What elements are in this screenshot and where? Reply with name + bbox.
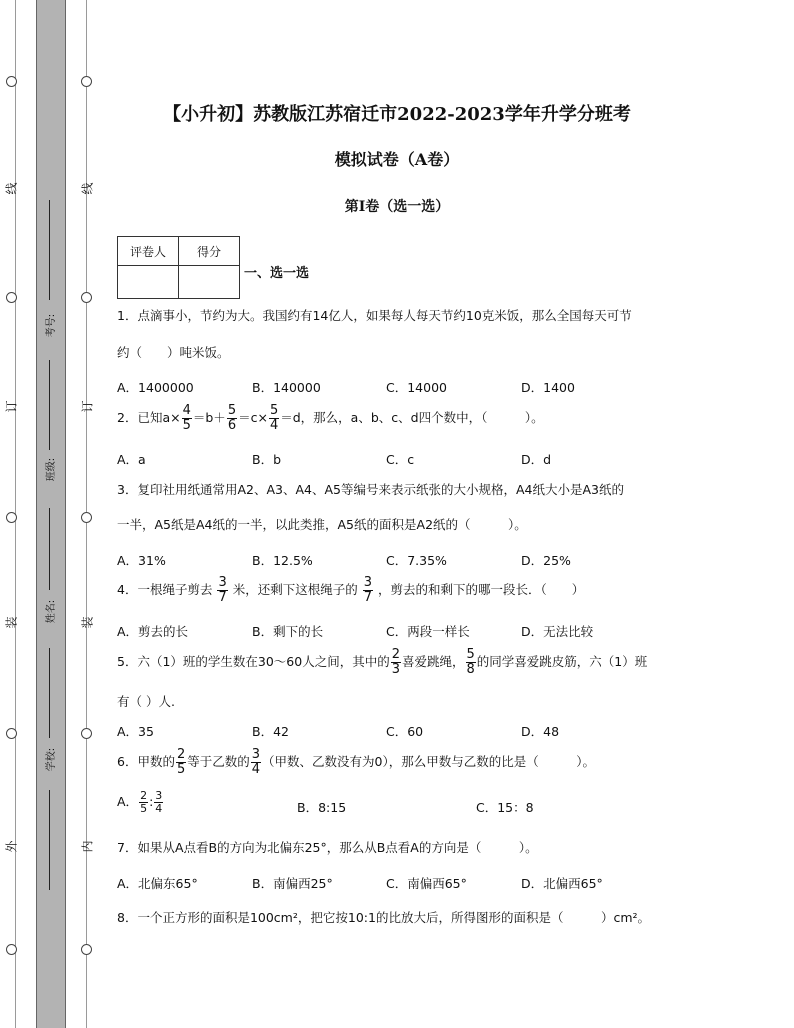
q6-opta-f1-num: 2: [140, 789, 148, 802]
binding-hole: [81, 512, 92, 523]
q2-f2-num: 5: [227, 403, 237, 418]
q4-mid: 米，还剩下这根绳子的: [232, 582, 358, 597]
q4-f1-den: 7: [218, 590, 227, 605]
q1-line1: 1．点滴事小，节约为大。我国约有14亿人，如果每人每天节约10克米饭，那么全国每天可节: [117, 308, 632, 323]
q1-option-b[interactable]: B．140000: [252, 380, 321, 395]
q6-f1-den: 5: [176, 762, 186, 777]
q2-mid2: ＝c×: [238, 410, 268, 425]
q2-option-b[interactable]: B．b: [252, 452, 282, 467]
binding-hole: [6, 512, 17, 523]
q7-option-b[interactable]: B．南偏西25°: [252, 876, 333, 891]
q2-option-d[interactable]: D．d: [521, 452, 552, 467]
q6-opta-f2-den: 4: [155, 802, 163, 815]
q6-mid: 等于乙数的: [187, 754, 250, 769]
q2-stem: [117, 404, 544, 433]
q5-fraction-1: [391, 648, 401, 677]
q2-mid1: ＝b＋: [192, 410, 226, 425]
q2-option-a[interactable]: A．a: [117, 452, 146, 467]
score-table-score-header: 得分: [179, 237, 240, 266]
outer-char-wai: 外: [4, 840, 19, 853]
q6-option-c[interactable]: C．15：8: [476, 800, 534, 815]
q3-option-d[interactable]: D．25%: [521, 553, 571, 568]
section-title: 一、选一选: [244, 266, 310, 281]
page-subtitle: 模拟试卷（A卷）: [334, 150, 460, 169]
q2-option-c[interactable]: C．c: [386, 452, 415, 467]
outer-char-ding: 订: [4, 400, 19, 413]
q3-option-c[interactable]: C．7.35%: [386, 553, 447, 568]
inner-char-nei: 内: [80, 840, 95, 853]
outer-char-zhuang: 装: [4, 616, 19, 629]
inner-char-ding: 订: [80, 400, 95, 413]
q6-option-a-fraction-1: [139, 790, 148, 815]
q2-prefix: 2．已知a×: [117, 410, 181, 425]
q6-option-a-fraction-2: [154, 790, 163, 815]
q5-f2-num: 5: [466, 647, 475, 662]
q4-option-a[interactable]: A．剪去的长: [117, 624, 189, 639]
q8-line1: 8．一个正方形的面积是100cm²，把它按10:1的比放大后，所得图形的面积是（ ）cm²。: [117, 910, 651, 925]
q5-option-c[interactable]: C．60: [386, 724, 424, 739]
q4-f2-num: 3: [363, 575, 372, 590]
q6-option-b[interactable]: B．8:15: [297, 800, 347, 815]
binding-hole: [81, 728, 92, 739]
q6-option-a-colon: :: [149, 794, 154, 809]
field-label-name: 姓名:: [46, 599, 58, 624]
score-table-grader-header: 评卷人: [118, 237, 179, 266]
q6-option-a[interactable]: [117, 790, 164, 815]
q1-option-c[interactable]: C．14000: [386, 380, 447, 395]
q2-fraction-1: [182, 404, 192, 433]
q3-option-b[interactable]: B．12.5%: [252, 553, 313, 568]
questions: [117, 0, 687, 1028]
q6-option-a-prefix: A．: [117, 794, 139, 809]
field-line-class[interactable]: [49, 360, 50, 450]
q5-line2: 有（ ）人.: [117, 694, 175, 709]
inner-char-zhuang: 装: [80, 616, 95, 629]
q7-option-d[interactable]: D．北偏西65°: [521, 876, 603, 891]
q5-f1-den: 3: [391, 662, 400, 677]
field-label-class: 班级:: [46, 457, 58, 482]
q4-f1-num: 3: [218, 575, 227, 590]
q4-fraction-1: [217, 576, 227, 605]
q6-prefix: 6．甲数的: [117, 754, 175, 769]
outer-char-xian: 线: [4, 182, 19, 195]
inner-char-xian: 线: [80, 182, 95, 195]
q6-f1-num: 2: [176, 747, 186, 762]
binding-hole: [81, 944, 92, 955]
binding-hole: [81, 292, 92, 303]
q6-opta-f2-num: 3: [155, 789, 163, 802]
q2-suffix: ＝d，那么，a、b、c、d四个数中，（ ）。: [280, 410, 544, 425]
volume-title: 第Ⅰ卷（选一选）: [344, 199, 450, 215]
binding-hole: [6, 728, 17, 739]
q4-option-c[interactable]: C．两段一样长: [386, 624, 470, 639]
q4-prefix: 4．一根绳子剪去: [117, 582, 213, 597]
q3-line2: 一半，A5纸是A4纸的一半，以此类推，A5纸的面积是A2纸的（ ）。: [117, 517, 527, 532]
binding-hole: [6, 292, 17, 303]
q6-fraction-2: [251, 748, 261, 777]
q7-line1: 7．如果从A点看B的方向为北偏东25°，那么从B点看A的方向是（ ）。: [117, 840, 538, 855]
q1-line2: 约（ ）吨米饭。: [117, 345, 230, 360]
q4-suffix: ，剪去的和剩下的哪一段长．（ ）: [377, 582, 585, 597]
q2-f1-den: 5: [182, 418, 191, 433]
q4-stem: [117, 576, 584, 605]
binding-hole: [6, 944, 17, 955]
field-label-school: 学校:: [46, 747, 58, 772]
q3-line1: 3．复印社用纸通常用A2、A3、A4、A5等编号来表示纸张的大小规格，A4纸大小是A3纸的: [117, 482, 624, 497]
q1-option-d[interactable]: D．1400: [521, 380, 575, 395]
q6-fraction-1: [176, 748, 186, 777]
q2-f3-den: 4: [269, 418, 279, 433]
q6-suffix: （甲数、乙数没有为0），那么甲数与乙数的比是（ ）。: [262, 754, 595, 769]
q5-stem: [117, 648, 647, 677]
field-line-extra: [49, 790, 50, 890]
q5-prefix: 5．六（1）班的学生数在30～60人之间，其中的: [117, 654, 390, 669]
q4-f2-den: 7: [363, 590, 372, 605]
q4-option-b[interactable]: B．剩下的长: [252, 624, 324, 639]
q2-f3-num: 5: [269, 403, 279, 418]
q4-option-d[interactable]: D．无法比较: [521, 624, 594, 639]
binding-hole: [6, 76, 17, 87]
q6-f2-num: 3: [251, 747, 261, 762]
q2-f2-den: 6: [227, 418, 237, 433]
q1-option-a[interactable]: A．1400000: [117, 380, 194, 395]
q3-option-a[interactable]: A．31%: [117, 553, 166, 568]
field-line-name[interactable]: [49, 508, 50, 590]
q6-stem: [117, 748, 595, 777]
q2-fraction-2: [227, 404, 237, 433]
q2-f1-num: 4: [182, 403, 191, 418]
binding-hole: [81, 76, 92, 87]
q7-option-a[interactable]: A．北偏东65°: [117, 876, 198, 891]
q5-option-b[interactable]: B．42: [252, 724, 289, 739]
q7-option-c[interactable]: C．南偏西65°: [386, 876, 467, 891]
q5-suffix: 的同学喜爱跳皮筋，六（1）班: [476, 654, 648, 669]
q5-f2-den: 8: [466, 662, 475, 677]
q6-opta-f1-den: 5: [140, 802, 148, 815]
q5-option-a[interactable]: A．35: [117, 724, 154, 739]
q5-fraction-2: [466, 648, 476, 677]
q2-fraction-3: [269, 404, 279, 433]
field-label-exam-no: 考号:: [46, 313, 58, 338]
q4-fraction-2: [363, 576, 373, 605]
q5-option-d[interactable]: D．48: [521, 724, 560, 739]
field-line-school[interactable]: [49, 648, 50, 738]
q6-f2-den: 4: [251, 762, 261, 777]
page-title: 【小升初】苏教版江苏宿迁市2022-2023学年升学分班考: [163, 104, 631, 125]
q5-mid: 喜爱跳绳，: [402, 654, 465, 669]
q5-f1-num: 2: [391, 647, 400, 662]
